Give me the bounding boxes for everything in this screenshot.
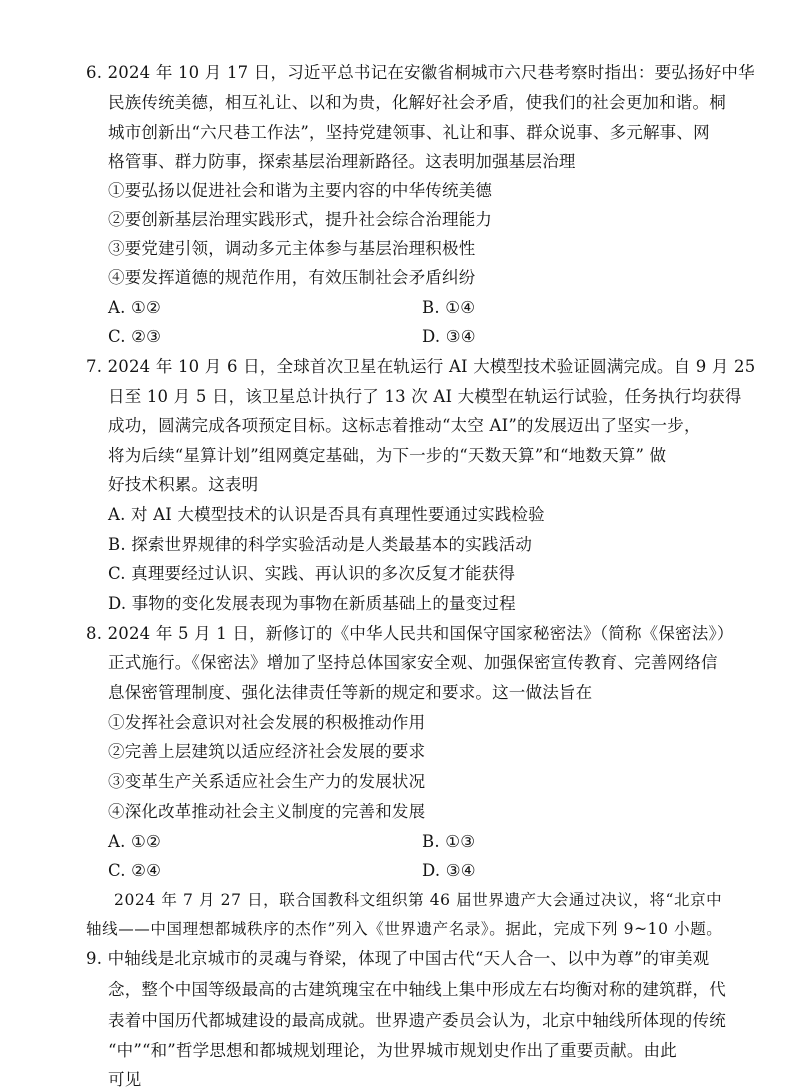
answer-option-b: B. ①④ xyxy=(422,298,476,317)
statement-item: ①发挥社会意识对社会发展的积极推动作用 xyxy=(108,713,426,732)
answer-option-c: C. 真理要经过认识、实践、再认识的多次反复才能获得 xyxy=(108,564,516,583)
statement-item: ④深化改革推动社会主义制度的完善和发展 xyxy=(108,802,426,821)
question-text-line: 可见 xyxy=(108,1070,142,1089)
question-text-line: 格管事、群力防事，探索基层治理新路径。这表明加强基层治理 xyxy=(108,152,576,171)
answer-option-a: A. 对 AI 大模型技术的认识是否具有真理性要通过实践检验 xyxy=(108,505,545,524)
statement-item: ④要发挥道德的规范作用，有效压制社会矛盾纠纷 xyxy=(108,268,476,287)
answer-option-a: A. ①② xyxy=(108,832,161,851)
question-text-line: 成功，圆满完成各项预定目标。这标志着推动“太空 AI”的发展迈出了坚实一步， xyxy=(108,416,701,435)
answer-option-c: C. ②④ xyxy=(108,861,162,880)
statement-item: ③变革生产关系适应社会生产力的发展状况 xyxy=(108,772,426,791)
question-text-line: 城市创新出“六尺巷工作法”，坚持党建领事、礼让和事、群众说事、多元解事、网 xyxy=(108,123,710,142)
statement-item: ②要创新基层治理实践形式，提升社会综合治理能力 xyxy=(108,210,493,229)
answer-option-d: D. 事物的变化发展表现为事物在新质基础上的量变过程 xyxy=(108,594,516,613)
question-text-line: 念，整个中国等级最高的古建筑瑰宝在中轴线上集中形成左右均衡对称的建筑群，代 xyxy=(108,980,726,999)
stem-text-line: 轴线——中国理想都城秩序的杰作”列入《世界遗产名录》。据此，完成下列 9~10 小题。 xyxy=(86,920,723,938)
question-text-line: “中”“和”哲学思想和都城规划理论，为世界城市规划史作出了重要贡献。由此 xyxy=(108,1041,677,1060)
question-text-line: 日至 10 月 5 日，该卫星总计执行了 13 次 AI 大模型在轨运行试验，任务执行均获得 xyxy=(108,387,742,406)
answer-option-b: B. 探索世界规律的科学实验活动是人类最基本的实践活动 xyxy=(108,535,533,554)
question-text-line: 民族传统美德，相互礼让、以和为贵，化解好社会矛盾，使我们的社会更加和谐。桐 xyxy=(108,93,726,112)
question-text-line: 正式施行。《保密法》增加了坚持总体国家安全观、加强保密宣传教育、完善网络信 xyxy=(108,653,718,672)
question-text-line: 8. 2024 年 5 月 1 日，新修订的《中华人民共和国保守国家秘密法》（简称《保密法》） xyxy=(86,624,734,643)
question-text-line: 表着中国历代都城建设的最高成就。世界遗产委员会认为，北京中轴线所体现的传统 xyxy=(108,1011,726,1030)
stem-text-line: 2024 年 7 月 27 日，联合国教科文组织第 46 届世界遗产大会通过决议，将“北京中 xyxy=(114,891,723,909)
question-text-line: 息保密管理制度、强化法律责任等新的规定和要求。这一做法旨在 xyxy=(108,683,593,702)
statement-item: ②完善上层建筑以适应经济社会发展的要求 xyxy=(108,742,426,761)
question-text-line: 6. 2024 年 10 月 17 日，习近平总书记在安徽省桐城市六尺巷考察时指出：要弘扬好中华 xyxy=(86,63,755,82)
statement-item: ①要弘扬以促进社会和谐为主要内容的中华传统美德 xyxy=(108,181,493,200)
question-text-line: 7. 2024 年 10 月 6 日，全球首次卫星在轨运行 AI 大模型技术验证圆满完成。自 9 月 25 xyxy=(86,357,756,376)
question-text-line: 将为后续“星算计划”组网奠定基础，为下一步的“天数天算”和“地数天算” 做 xyxy=(108,446,667,465)
answer-option-c: C. ②③ xyxy=(108,327,162,346)
answer-option-b: B. ①③ xyxy=(422,832,476,851)
answer-option-d: D. ③④ xyxy=(422,327,476,346)
question-text-line: 9. 中轴线是北京城市的灵魂与脊梁，体现了中国古代“天人合一、以中为尊”的审美观 xyxy=(86,949,710,968)
answer-option-a: A. ①② xyxy=(108,298,161,317)
question-text-line: 好技术积累。这表明 xyxy=(108,475,259,494)
answer-option-d: D. ③④ xyxy=(422,861,476,880)
statement-item: ③要党建引领，调动多元主体参与基层治理积极性 xyxy=(108,239,476,258)
